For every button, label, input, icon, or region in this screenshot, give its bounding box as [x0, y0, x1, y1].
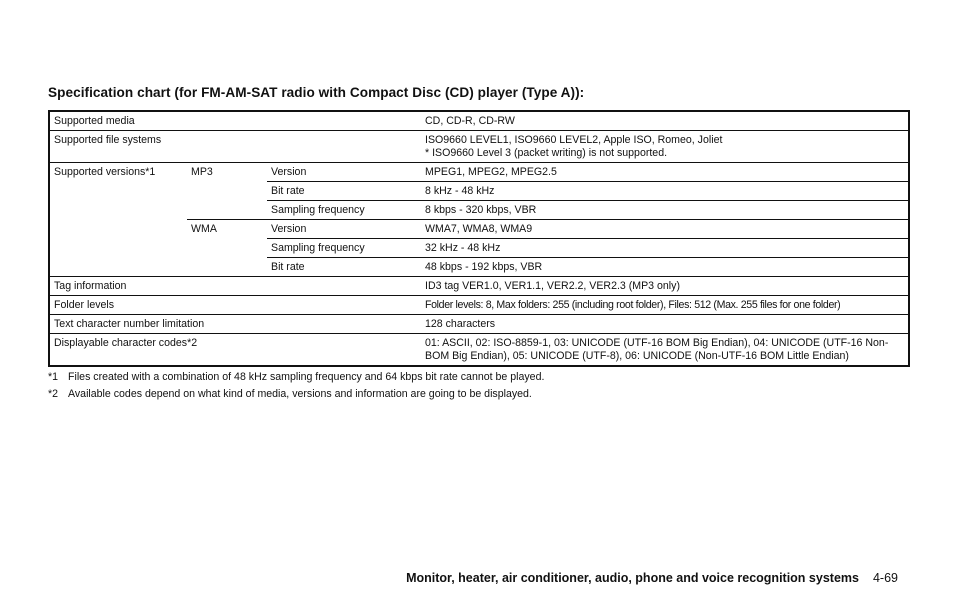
sub-label: Bit rate	[267, 182, 421, 201]
row-label: Supported versions*1	[49, 163, 187, 277]
footnote	[48, 388, 532, 400]
row-label: Supported media	[49, 111, 421, 131]
row-value: CD, CD-R, CD-RW	[421, 111, 909, 131]
footnote	[48, 371, 544, 383]
row-value-note: * ISO9660 Level 3 (packet writing) is not supported.	[425, 147, 668, 159]
page-title: Specification chart (for FM-AM-SAT radio with Compact Disc (CD) player (Type A)):	[48, 85, 585, 100]
row-value: 48 kbps - 192 kbps, VBR	[421, 258, 909, 277]
sub-label: Bit rate	[267, 258, 421, 277]
page-footer	[406, 571, 898, 585]
table-row	[49, 315, 909, 334]
row-label: Tag information	[49, 277, 421, 296]
row-value: 32 kHz - 48 kHz	[421, 239, 909, 258]
table-row	[49, 334, 909, 367]
row-label: Displayable character codes*2	[49, 334, 421, 367]
sub-label: Version	[267, 220, 421, 239]
row-value	[421, 131, 909, 163]
page-number: 4-69	[872, 571, 898, 585]
sub-label: Sampling frequency	[267, 201, 421, 220]
row-label: Supported file systems	[49, 131, 421, 163]
table-row	[49, 111, 909, 131]
table-row	[49, 131, 909, 163]
footnote-mark: *1	[48, 371, 59, 383]
format-label: WMA	[187, 220, 267, 277]
row-label: Text character number limitation	[49, 315, 421, 334]
row-value: MPEG1, MPEG2, MPEG2.5	[421, 163, 909, 182]
section-title: Monitor, heater, air conditioner, audio, phone and voice recognition systems	[406, 571, 859, 585]
sub-label: Version	[267, 163, 421, 182]
row-value: 8 kHz - 48 kHz	[421, 182, 909, 201]
row-value: 128 characters	[421, 315, 909, 334]
row-value: 8 kbps - 320 kbps, VBR	[421, 201, 909, 220]
row-value: Folder levels: 8, Max folders: 255 (including root folder), Files: 512 (Max. 255 files for one folder)	[421, 296, 909, 315]
sub-label: Sampling frequency	[267, 239, 421, 258]
row-value-line: ISO9660 LEVEL1, ISO9660 LEVEL2, Apple ISO, Romeo, Joliet	[425, 134, 723, 146]
footnote-text: Available codes depend on what kind of media, versions and information are going to be displayed.	[68, 388, 532, 400]
table-row	[49, 163, 909, 182]
spec-table	[48, 110, 910, 367]
footnote-text: Files created with a combination of 48 kHz sampling frequency and 64 kbps bit rate cannot be played.	[68, 371, 545, 383]
row-label: Folder levels	[49, 296, 421, 315]
format-label: MP3	[187, 163, 267, 220]
table-row	[49, 277, 909, 296]
table-row	[49, 296, 909, 315]
row-value: 01: ASCII, 02: ISO-8859-1, 03: UNICODE (UTF-16 BOM Big Endian), 04: UNICODE (UTF-16 Non-BOM Big Endian), 05: UNICODE (UTF-8), 06: UNICODE (Non-UTF-16 BOM Little Endian)	[421, 334, 909, 367]
footnote-mark: *2	[48, 388, 59, 400]
row-value: ID3 tag VER1.0, VER1.1, VER2.2, VER2.3 (MP3 only)	[421, 277, 909, 296]
row-value: WMA7, WMA8, WMA9	[421, 220, 909, 239]
